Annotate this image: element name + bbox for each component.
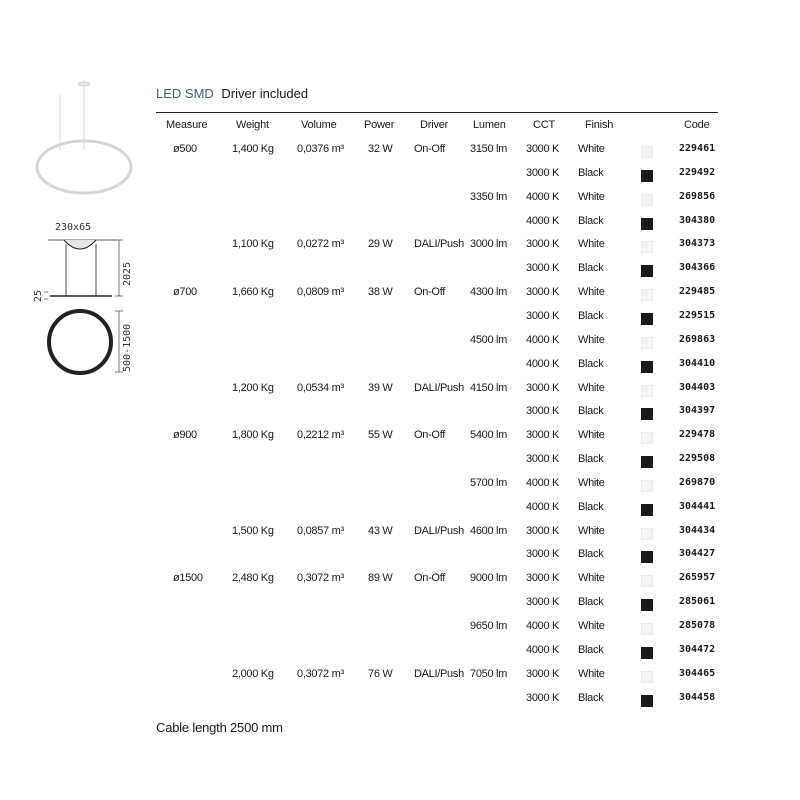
table-row	[0, 644, 800, 668]
cell-weight: 1,500 Kg	[232, 524, 274, 537]
cell-code: 229461	[679, 143, 716, 154]
cell-cct: 4000 K	[526, 500, 560, 513]
table-row	[0, 692, 800, 716]
cell-volume: 0,0809 m³	[297, 286, 344, 299]
cell-cct: 3000 K	[526, 596, 560, 609]
cell-finish: White	[578, 476, 605, 489]
cell-volume: 0,3072 m³	[297, 572, 344, 585]
cell-cct: 3000 K	[526, 143, 560, 155]
cell-lumen: 7050 lm	[470, 667, 508, 680]
finish-swatch	[641, 218, 653, 230]
cell-finish: Black	[578, 309, 604, 322]
cell-cct: 3000 K	[526, 429, 560, 442]
cell-code: 269863	[679, 333, 716, 345]
table-row	[0, 215, 800, 239]
cell-code: 304397	[679, 405, 716, 417]
table-row	[0, 358, 800, 382]
cell-finish: Black	[578, 262, 604, 275]
cell-volume: 0,0376 m³	[297, 143, 344, 155]
cell-measure: ø900	[173, 429, 197, 442]
height-dimension: 2025	[122, 261, 133, 286]
cell-code: 229508	[679, 453, 716, 465]
cell-measure: ø1500	[173, 572, 203, 585]
finish-swatch	[641, 456, 653, 468]
cell-driver: DALI/Push	[414, 524, 464, 537]
cell-measure: ø500	[173, 143, 197, 155]
cell-code: 269856	[679, 190, 716, 202]
cell-driver: DALI/Push	[414, 238, 464, 251]
finish-swatch	[641, 504, 653, 516]
thickness-dimension: 25	[33, 289, 44, 302]
cell-lumen: 9650 lm	[470, 620, 508, 632]
finish-swatch	[641, 170, 653, 182]
cell-driver: DALI/Push	[414, 667, 464, 680]
cell-code: 304373	[679, 238, 716, 250]
diameter-range-dimension: 500-1500	[122, 323, 133, 372]
cell-finish: Black	[578, 691, 604, 704]
table-row	[0, 238, 800, 262]
cell-cct: 3000 K	[526, 548, 560, 561]
cell-finish: Black	[578, 357, 604, 370]
cell-code: 304458	[679, 691, 716, 703]
cell-cct: 3000 K	[526, 262, 560, 275]
cell-weight: 1,100 Kg	[232, 238, 274, 251]
finish-swatch	[641, 385, 653, 397]
table-row	[0, 167, 800, 191]
table-row	[0, 572, 800, 596]
cell-code: 304403	[679, 381, 716, 393]
cell-lumen: 4600 lm	[470, 524, 508, 537]
finish-swatch	[641, 551, 653, 563]
header-divider	[156, 112, 718, 113]
canopy-dimension: 230x65	[55, 222, 92, 233]
cell-finish: White	[578, 238, 605, 251]
cell-code: 304380	[679, 214, 716, 226]
cell-power: 89 W	[368, 572, 393, 585]
cell-weight: 2,480 Kg	[232, 572, 274, 585]
table-row	[0, 596, 800, 620]
cell-volume: 0,3072 m³	[297, 667, 344, 680]
cell-volume: 0,0534 m³	[297, 381, 344, 394]
cable-length-note: Cable length 2500 mm	[156, 720, 283, 735]
cell-volume: 0,2212 m³	[297, 429, 344, 442]
cell-cct: 3000 K	[526, 286, 560, 299]
table-row	[0, 429, 800, 453]
cell-lumen: 3350 lm	[470, 190, 508, 203]
cell-lumen: 3000 lm	[470, 238, 508, 251]
table-row	[0, 525, 800, 549]
cell-lumen: 9000 lm	[470, 572, 508, 585]
cell-cct: 4000 K	[526, 620, 560, 632]
cell-cct: 3000 K	[526, 238, 560, 251]
cell-cct: 3000 K	[526, 166, 560, 179]
cell-cct: 3000 K	[526, 524, 560, 537]
finish-swatch	[641, 146, 653, 158]
cell-cct: 4000 K	[526, 476, 560, 489]
col-measure: Measure	[166, 119, 208, 131]
cell-weight: 1,660 Kg	[232, 286, 274, 299]
technology-label: LED SMD	[156, 86, 214, 101]
cell-code: 304441	[679, 500, 716, 512]
cell-finish: White	[578, 381, 605, 394]
col-code: Code	[684, 119, 710, 131]
finish-swatch	[641, 480, 653, 492]
finish-swatch	[641, 361, 653, 373]
table-row	[0, 191, 800, 215]
cell-finish: Black	[578, 500, 604, 513]
cell-cct: 4000 K	[526, 333, 560, 346]
cell-driver: On-Off	[414, 429, 446, 442]
cell-power: 29 W	[368, 238, 393, 251]
driver-note: Driver included	[221, 86, 309, 101]
table-row	[0, 477, 800, 501]
cell-finish: White	[578, 190, 605, 203]
finish-swatch	[641, 265, 653, 277]
cell-code: 304410	[679, 357, 716, 369]
cell-lumen: 5700 lm	[470, 476, 508, 489]
cell-finish: White	[578, 620, 605, 632]
cell-cct: 3000 K	[526, 453, 560, 466]
cell-driver: On-Off	[414, 572, 446, 585]
cell-power: 32 W	[368, 143, 393, 155]
finish-swatch	[641, 695, 653, 707]
cell-finish: White	[578, 286, 605, 299]
table-row	[0, 453, 800, 477]
table-row	[0, 548, 800, 572]
cell-code: 304472	[679, 643, 716, 655]
cell-code: 304427	[679, 548, 716, 560]
cell-finish: Black	[578, 548, 604, 561]
cell-lumen: 4500 lm	[470, 333, 508, 346]
finish-swatch	[641, 241, 653, 253]
cell-cct: 4000 K	[526, 357, 560, 370]
cell-finish: White	[578, 572, 605, 585]
cell-driver: DALI/Push	[414, 381, 464, 394]
table-row	[0, 143, 800, 167]
cell-cct: 4000 K	[526, 190, 560, 203]
cell-code: 304465	[679, 667, 716, 679]
cell-finish: White	[578, 667, 605, 680]
cell-driver: On-Off	[414, 143, 446, 155]
cell-code: 304366	[679, 262, 716, 274]
finish-swatch	[641, 528, 653, 540]
cell-power: 76 W	[368, 667, 393, 680]
finish-swatch	[641, 647, 653, 659]
cell-power: 43 W	[368, 524, 393, 537]
table-row	[0, 405, 800, 429]
col-power: Power	[364, 119, 395, 131]
cell-finish: Black	[578, 643, 604, 656]
cell-cct: 3000 K	[526, 572, 560, 585]
cell-volume: 0,0857 m³	[297, 524, 344, 537]
cell-volume: 0,0272 m³	[297, 238, 344, 251]
cell-driver: On-Off	[414, 286, 446, 299]
table-header-title	[156, 86, 308, 101]
finish-swatch	[641, 289, 653, 301]
cell-code: 304434	[679, 524, 716, 536]
cell-finish: White	[578, 333, 605, 346]
table-row	[0, 310, 800, 334]
cell-power: 38 W	[368, 286, 393, 299]
table-row	[0, 382, 800, 406]
finish-swatch	[641, 194, 653, 206]
cell-finish: White	[578, 524, 605, 537]
cell-code: 229515	[679, 309, 716, 321]
col-driver: Driver	[420, 119, 449, 131]
col-volume: Volume	[301, 119, 337, 131]
cell-code: 229492	[679, 166, 716, 178]
finish-swatch	[641, 408, 653, 420]
col-lumen: Lumen	[473, 119, 506, 131]
table-row	[0, 501, 800, 525]
cell-cct: 3000 K	[526, 309, 560, 322]
cell-code: 229478	[679, 429, 716, 441]
cell-cct: 4000 K	[526, 214, 560, 227]
cell-cct: 3000 K	[526, 667, 560, 680]
cell-cct: 3000 K	[526, 405, 560, 418]
cell-cct: 3000 K	[526, 381, 560, 394]
col-finish: Finish	[585, 119, 614, 131]
cell-code: 285061	[679, 596, 716, 608]
cell-cct: 3000 K	[526, 691, 560, 704]
cell-finish: Black	[578, 166, 604, 179]
finish-swatch	[641, 432, 653, 444]
cell-code: 285078	[679, 620, 716, 631]
cell-lumen: 4300 lm	[470, 286, 508, 299]
col-cct: CCT	[533, 119, 556, 131]
cell-weight: 1,200 Kg	[232, 381, 274, 394]
table-row	[0, 668, 800, 692]
cell-measure: ø700	[173, 286, 197, 299]
table-row	[0, 262, 800, 286]
cell-weight: 1,800 Kg	[232, 429, 274, 442]
cell-finish: White	[578, 143, 605, 155]
cell-power: 39 W	[368, 381, 393, 394]
cell-finish: Black	[578, 596, 604, 609]
table-row	[0, 286, 800, 310]
cell-power: 55 W	[368, 429, 393, 442]
finish-swatch	[641, 313, 653, 325]
cell-weight: 2,000 Kg	[232, 667, 274, 680]
cell-code: 269870	[679, 476, 716, 488]
table-row	[0, 334, 800, 358]
cell-lumen: 5400 lm	[470, 429, 508, 442]
cell-lumen: 4150 lm	[470, 381, 508, 394]
table-row	[0, 620, 800, 644]
cell-lumen: 3150 lm	[470, 143, 508, 155]
finish-swatch	[641, 337, 653, 349]
cell-finish: Black	[578, 405, 604, 418]
cell-cct: 4000 K	[526, 643, 560, 656]
cell-finish: Black	[578, 214, 604, 227]
col-weight: Weight	[236, 119, 269, 131]
cell-finish: Black	[578, 453, 604, 466]
cell-weight: 1,400 Kg	[232, 143, 274, 155]
finish-swatch	[641, 623, 653, 635]
finish-swatch	[641, 671, 653, 683]
cell-code: 229485	[679, 286, 716, 298]
finish-swatch	[641, 599, 653, 611]
cell-finish: White	[578, 429, 605, 442]
finish-swatch	[641, 575, 653, 587]
cell-code: 265957	[679, 572, 716, 584]
